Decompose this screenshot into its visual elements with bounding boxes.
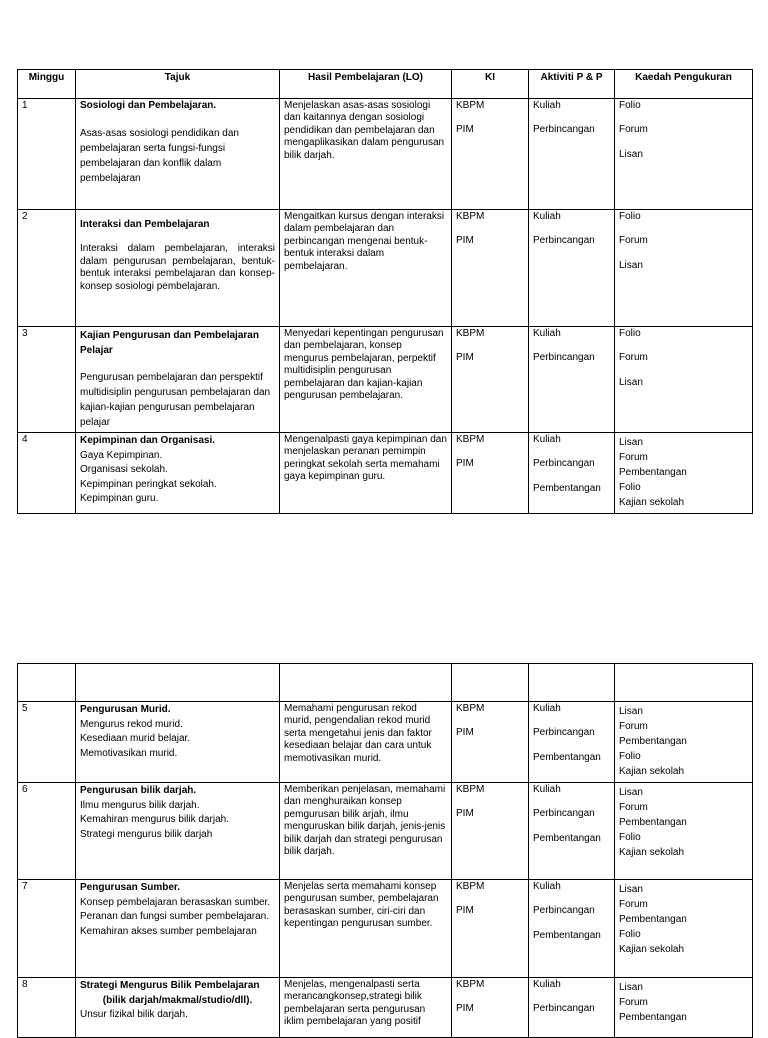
week-cell: 8 — [18, 978, 76, 1038]
topic-cell — [76, 327, 280, 433]
assessment-item: Kajian sekolah — [619, 497, 685, 508]
assessment-item: Folio — [619, 929, 641, 940]
header-week: Minggu — [18, 70, 76, 99]
table-row — [18, 327, 753, 433]
assessment-item: Folio — [619, 211, 641, 222]
assessment-item: Lisan — [619, 884, 643, 895]
topic-title: Interaksi dan Pembelajaran — [80, 219, 210, 230]
assessment-item: Kajian sekolah — [619, 944, 685, 955]
topic-title: Pengurusan bilik darjah. — [80, 785, 197, 796]
activity-item: Pembentangan — [533, 482, 601, 494]
ki-item: PIM — [456, 727, 474, 739]
activity-item: Kuliah — [533, 211, 561, 222]
ki-cell — [452, 99, 529, 210]
assessment-item: Folio — [619, 751, 641, 762]
table-row — [18, 433, 753, 514]
assessment-item: Kajian sekolah — [619, 847, 685, 858]
ki-item: KBPM — [456, 434, 485, 445]
topic-line: Kepimpinan guru. — [80, 493, 159, 504]
ki-item: PIM — [456, 458, 474, 470]
ki-item: KBPM — [456, 703, 485, 714]
topic-line: Memotivasikan murid. — [80, 747, 178, 759]
activity-cell — [529, 702, 615, 783]
ki-cell — [452, 210, 529, 327]
topic-cell — [76, 783, 280, 880]
week-cell: 5 — [18, 702, 76, 783]
activity-item: Kuliah — [533, 434, 561, 445]
ki-item: PIM — [456, 905, 474, 917]
assessment-cell — [615, 327, 753, 433]
assessment-item: Lisan — [619, 437, 643, 448]
ki-item: PIM — [456, 235, 474, 247]
assessment-cell — [615, 880, 753, 978]
ki-item: PIM — [456, 124, 474, 136]
activity-item: Perbincangan — [533, 352, 595, 364]
topic-body: Interaksi dalam pembelajaran, interaksi dalam pengurusan pembelajaran, bentuk-bentuk interaksi pembelajaran dan konsep-konsep sosiologi pembelajaran. — [80, 243, 275, 292]
ki-item: KBPM — [456, 784, 485, 795]
assessment-item: Forum — [619, 352, 648, 364]
assessment-item: Lisan — [619, 706, 643, 717]
activity-item: Pembentangan — [533, 929, 601, 941]
ki-item: PIM — [456, 808, 474, 820]
topic-title: Kepimpinan dan Organisasi. — [80, 435, 216, 446]
topic-cell — [76, 210, 280, 327]
table-row — [18, 880, 753, 978]
header-assessment: Kaedah Pengukuran — [615, 70, 753, 99]
topic-line: Kemahiran mengurus bilik darjah. — [80, 814, 229, 825]
assessment-item: Folio — [619, 100, 641, 111]
assessment-item: Pembentangan — [619, 467, 687, 478]
activity-item: Kuliah — [533, 881, 561, 892]
lo-cell: Memahami pengurusan rekod murid, pengendalian rekod murid serta mengetahui jenis dan faktor kesediaan belajar dan cara untuk memotivasikan murid. — [280, 702, 452, 783]
assessment-item: Lisan — [619, 148, 643, 160]
topic-title: Kajian Pengurusan dan Pembelajaran Pelajar — [80, 330, 259, 356]
week-cell: 1 — [18, 99, 76, 210]
lo-cell: Menjelas, mengenalpasti serta merancangkonsep,strategi bilik pembelajaran serta pengurusan iklim pembelajaran yang positif — [280, 978, 452, 1038]
ki-item: KBPM — [456, 979, 485, 990]
topic-line: Kemahiran akses sumber pembelajaran — [80, 925, 257, 937]
activity-item: Perbincangan — [533, 905, 595, 917]
activity-item: Perbincangan — [533, 1003, 595, 1015]
topic-title: Sosiologi dan Pembelajaran. — [80, 100, 217, 111]
empty-header-cell — [76, 664, 280, 702]
activity-item: Kuliah — [533, 100, 561, 111]
week-cell: 4 — [18, 433, 76, 514]
assessment-item: Lisan — [619, 982, 643, 993]
activity-cell — [529, 783, 615, 880]
topic-line: Peranan dan fungsi sumber pembelajaran. — [80, 911, 270, 922]
empty-header-cell — [452, 664, 529, 702]
activity-cell — [529, 210, 615, 327]
ki-cell — [452, 880, 529, 978]
lo-cell: Menyedari kepentingan pengurusan dan pembelajaran, konsep mengurus pembelajaran, perpektif multidisiplin pengurusan pembelajaran dan kajian-kajian pengurusan pembelajaran. — [280, 327, 452, 433]
assessment-item: Pembentangan — [619, 736, 687, 747]
ki-cell — [452, 702, 529, 783]
assessment-item: Forum — [619, 802, 648, 813]
topic-cell — [76, 433, 280, 514]
topic-line: Konsep pembelajaran berasaskan sumber. — [80, 896, 271, 908]
assessment-item: Forum — [619, 997, 648, 1008]
activity-item: Perbincangan — [533, 124, 595, 136]
assessment-item: Forum — [619, 721, 648, 732]
assessment-item: Folio — [619, 482, 641, 493]
activity-item: Kuliah — [533, 979, 561, 990]
header-ki: KI — [452, 70, 529, 99]
topic-line: Gaya Kepimpinan. — [80, 449, 163, 461]
header-learning-outcome: Hasil Pembelajaran (LO) — [280, 70, 452, 99]
ki-cell — [452, 327, 529, 433]
topic-line: Ilmu mengurus bilik darjah. — [80, 799, 200, 811]
syllabus-table-2 — [17, 663, 753, 1038]
ki-cell — [452, 433, 529, 514]
assessment-cell — [615, 99, 753, 210]
week-cell: 2 — [18, 210, 76, 327]
activity-item: Perbincangan — [533, 727, 595, 739]
header-topic: Tajuk — [76, 70, 280, 99]
table-header-row — [18, 70, 753, 99]
ki-item: KBPM — [456, 100, 485, 111]
topic-cell — [76, 702, 280, 783]
topic-cell — [76, 978, 280, 1038]
activity-cell — [529, 433, 615, 514]
activity-item: Perbincangan — [533, 235, 595, 247]
assessment-item: Lisan — [619, 787, 643, 798]
assessment-item: Pembentangan — [619, 817, 687, 828]
ki-item: KBPM — [456, 328, 485, 339]
topic-title: Pengurusan Sumber. — [80, 882, 181, 893]
table-row — [18, 783, 753, 880]
assessment-item: Pembentangan — [619, 1012, 687, 1023]
topic-line: Strategi mengurus bilik darjah — [80, 828, 213, 840]
table-header-row-empty — [18, 664, 753, 702]
lo-cell: Mengaitkan kursus dengan interaksi dalam pembelajaran dan perbincangan mengenai bentuk-bentuk interaksi dalam pembelajaran. — [280, 210, 452, 327]
lo-cell: Menjelaskan asas-asas sosiologi dan kaitannya dengan sosiologi pendidikan dan pembelajaran dan mengaplikasikan dalam pengurusan bilik darjah. — [280, 99, 452, 210]
topic-title: Strategi Mengurus Bilik Pembelajaran — [80, 980, 260, 991]
activity-item: Pembentangan — [533, 832, 601, 844]
topic-cell — [76, 99, 280, 210]
topic-title: Pengurusan Murid. — [80, 704, 171, 715]
lo-cell: Mengenalpasti gaya kepimpinan dan menjelaskan peranan pemimpin peringkat sekolah serta memahami gaya kepimpinan guru. — [280, 433, 452, 514]
topic-cell — [76, 880, 280, 978]
topic-body: Pengurusan pembelajaran dan perspektif multidisiplin pengurusan pembelajaran dan kajian-kajian pengurusan pembelajaran pelajar — [80, 372, 271, 428]
assessment-item: Forum — [619, 452, 648, 463]
header-activity: Aktiviti P & P — [529, 70, 615, 99]
topic-body: Asas-asas sosiologi pendidikan dan pembelajaran serta fungsi-fungsi pembelajaran dan konflik dalam pembelajaran — [80, 128, 239, 185]
empty-header-cell — [615, 664, 753, 702]
assessment-item: Pembentangan — [619, 914, 687, 925]
ki-cell — [452, 783, 529, 880]
lo-cell: Memberikan penjelasan, memahami dan menghuraikan konsep pemgurusan bilik arjah, ilmu menguruskan bilik darjah, jenis-jenis bilik darjah dan strategi pengurusan bilik darjah. — [280, 783, 452, 880]
activity-item: Kuliah — [533, 784, 561, 795]
ki-cell — [452, 978, 529, 1038]
week-cell: 7 — [18, 880, 76, 978]
empty-header-cell — [529, 664, 615, 702]
ki-item: PIM — [456, 1003, 474, 1015]
assessment-item: Lisan — [619, 259, 643, 271]
topic-line: Mengurus rekod murid. — [80, 718, 183, 730]
assessment-cell — [615, 978, 753, 1038]
empty-header-cell — [18, 664, 76, 702]
table-row — [18, 99, 753, 210]
activity-item: Kuliah — [533, 703, 561, 714]
activity-cell — [529, 327, 615, 433]
assessment-item: Forum — [619, 899, 648, 910]
syllabus-table-1 — [17, 69, 753, 514]
assessment-cell — [615, 210, 753, 327]
empty-header-cell — [280, 664, 452, 702]
topic-line: Unsur fizikal bilik darjah. — [80, 1009, 188, 1020]
activity-cell — [529, 99, 615, 210]
activity-cell — [529, 880, 615, 978]
topic-title-sub: (bilik darjah/makmal/studio/dll). — [102, 994, 253, 1006]
topic-line: Kesediaan murid belajar. — [80, 733, 191, 744]
assessment-cell — [615, 783, 753, 880]
assessment-item: Folio — [619, 832, 641, 843]
assessment-item: Folio — [619, 328, 641, 339]
lo-cell: Menjelas serta memahami konsep pengurusan sumber, pembelajaran berasaskan sumber, ciri-ciri dan kepentingan pengurusan sumber. — [280, 880, 452, 978]
table-row — [18, 210, 753, 327]
assessment-item: Lisan — [619, 376, 643, 388]
ki-item: PIM — [456, 352, 474, 364]
assessment-item: Kajian sekolah — [619, 766, 685, 777]
activity-item: Kuliah — [533, 328, 561, 339]
week-cell: 6 — [18, 783, 76, 880]
topic-line: Organisasi sekolah. — [80, 464, 168, 475]
assessment-cell — [615, 433, 753, 514]
ki-item: KBPM — [456, 211, 485, 222]
assessment-item: Forum — [619, 235, 648, 247]
table-row — [18, 978, 753, 1038]
week-cell: 3 — [18, 327, 76, 433]
assessment-cell — [615, 702, 753, 783]
activity-item: Perbincangan — [533, 458, 595, 470]
ki-item: KBPM — [456, 881, 485, 892]
activity-item: Perbincangan — [533, 808, 595, 820]
assessment-item: Forum — [619, 124, 648, 136]
topic-line: Kepimpinan peringkat sekolah. — [80, 478, 217, 490]
activity-item: Pembentangan — [533, 751, 601, 763]
activity-cell — [529, 978, 615, 1038]
table-row — [18, 702, 753, 783]
